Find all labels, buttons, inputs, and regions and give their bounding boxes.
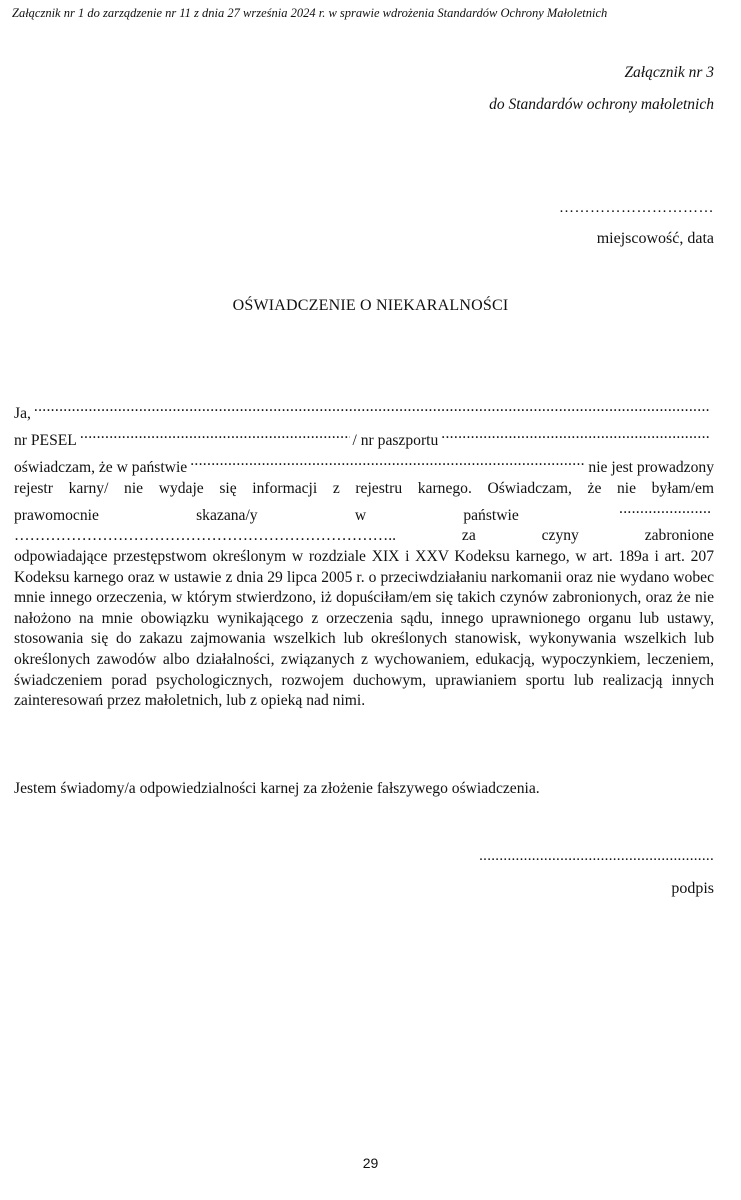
conviction-word-1: prawomocnie — [14, 506, 99, 524]
acts-word-1: za — [461, 527, 476, 545]
conviction-word-4: państwie — [463, 506, 519, 524]
declaration-body — [14, 397, 714, 712]
acts-word-2: czyny — [541, 527, 579, 545]
annex-subtitle: do Standardów ochrony małoletnich — [489, 96, 714, 113]
annex-number: Załącznik nr 3 — [624, 64, 714, 81]
awareness-statement: Jestem świadomy/a odpowiedzialności karnej za złożenie fałszywego oświadczenia. — [14, 780, 540, 797]
name-prefix: Ja, — [14, 404, 31, 422]
name-line — [14, 397, 714, 424]
running-header: Załącznik nr 1 do zarządzenie nr 11 z dnia 27 września 2024 r. w sprawie wdrożenia Standardów Ochrony Małoletnich — [12, 6, 608, 20]
pesel-field[interactable] — [80, 424, 350, 445]
id-line — [14, 424, 714, 451]
signature-field[interactable] — [480, 848, 714, 866]
passport-label: / nr paszportu — [352, 431, 439, 449]
country-field[interactable] — [190, 451, 585, 472]
pesel-label: nr PESEL — [14, 431, 77, 449]
country-line — [14, 451, 714, 478]
acts-word-3: zabronione — [644, 527, 714, 545]
document-title: OŚWIADCZENIE O NIEKARALNOŚCI — [232, 297, 509, 314]
signature-label: podpis — [671, 880, 714, 897]
conviction-word-2: skazana/y — [196, 506, 258, 524]
name-field[interactable] — [34, 397, 711, 418]
declaration-paragraph: odpowiadające przestępstwom określonym w rozdziale XIX i XXV Kodeksu karnego, w art. 189a i art. 207 Kodeksu karnego oraz w ustawie z dnia 29 lipca 2005 r. o przeciwdziałaniu narkomanii oraz nie wydano wobec mnie innego orzeczenia, w którym stwierdzono, iż dopuściłam/em się takich czynów zabronionych, oraz że nie nałożono na mnie obowiązku wynikającego z orzeczenia sądu, innego uprawnionego organu lub ustawy, stosowania się do zakazu zajmowania wszelkich lub określonych stanowisk, wykonywania wszelkich lub określonych zawodów albo działalności, związanych z wychowaniem, edukacją, wypoczynkiem, leczeniem, świadczeniem porad psychologicznych, rozwojem duchowym, uprawianiem sportu lub realizacją innych zainteresowań przez małoletnich, lub z opieką nad nimi. — [14, 547, 714, 710]
acts-line — [14, 526, 714, 547]
country-label: oświadczam, że w państwie — [14, 458, 188, 476]
passport-field[interactable] — [441, 424, 711, 445]
conviction-line — [14, 499, 714, 526]
register-line: rejestr karny/ nie wydaje się informacji z rejestru karnego. Oświadczam, że nie byłam/em — [14, 479, 714, 497]
acts-country-field[interactable]: ……………………………………………………………….. — [14, 527, 397, 545]
page-number: 29 — [362, 1155, 379, 1171]
place-date-label: miejscowość, data — [596, 230, 714, 247]
conviction-word-3: w — [354, 506, 367, 524]
place-date-field[interactable]: ………………………… — [559, 200, 714, 216]
conviction-country-field[interactable] — [619, 499, 711, 520]
country-suffix: nie jest prowadzony — [588, 458, 714, 476]
